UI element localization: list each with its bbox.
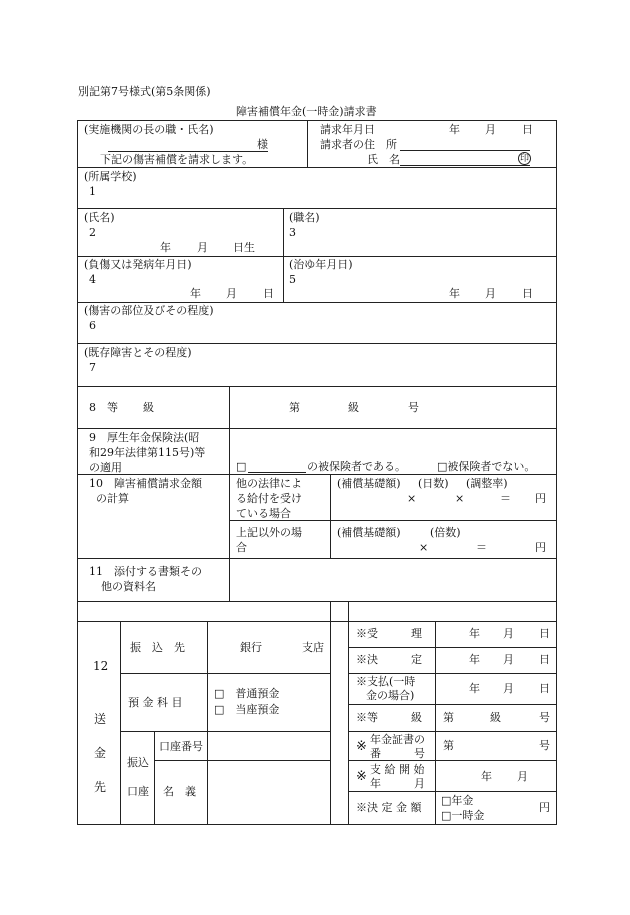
cert-mark: ※	[356, 739, 367, 754]
paid-label-1: ※支払(一時	[356, 675, 416, 688]
request-year: 年	[449, 123, 460, 136]
remit-side-3: 先	[94, 780, 107, 794]
injury-month: 月	[226, 287, 237, 300]
address-line[interactable]	[400, 150, 530, 151]
bank-label: 銀行	[240, 641, 262, 654]
case1-base: (補償基礎額)	[337, 477, 401, 490]
case1-l3: ている場合	[236, 507, 291, 520]
account-name-label: 名 義	[163, 785, 196, 798]
office-grade-dai: 第	[443, 711, 454, 724]
cure-month: 月	[485, 287, 496, 300]
existing-no: 7	[89, 361, 96, 374]
cure-date-label: (治ゆ年月日)	[289, 258, 353, 271]
amount-yen: 円	[539, 801, 550, 814]
furikomi-a: 振込	[127, 756, 149, 769]
school-label: (所属学校)	[84, 170, 137, 183]
injury-date-label: (負傷又は発病年月日)	[84, 258, 192, 271]
pension-label-1: 9 厚生年金保険法(昭	[89, 431, 200, 444]
calc-label-1: 10 障害補償請求金額	[89, 477, 202, 490]
case1-yen: 円	[535, 492, 546, 505]
attach-label-2: 他の資料名	[101, 580, 156, 593]
job-label: (職名)	[289, 211, 320, 224]
amount-lump-checkbox[interactable]: □一時金	[441, 809, 485, 822]
cert-label-1: 年金証書の	[370, 733, 425, 746]
paid-day: 日	[539, 682, 550, 695]
name-line[interactable]	[400, 165, 530, 166]
case2-yen: 円	[535, 541, 546, 554]
authority-label: (実施機関の長の職・氏名)	[84, 123, 214, 136]
authority-line	[108, 151, 268, 152]
grade-dai: 第	[289, 401, 300, 414]
amount-label: ※決 定 金 額	[356, 801, 422, 814]
start-label-1: 支 給 開 始	[370, 763, 425, 776]
request-month: 月	[485, 123, 496, 136]
grade-label-no: 8	[89, 401, 96, 414]
received-month: 月	[503, 627, 514, 640]
office-grade-label: ※等 級	[356, 711, 422, 724]
cert-go: 号	[539, 739, 550, 752]
start-mark: ※	[356, 769, 367, 784]
attach-label-1: 11 添付する書類その	[89, 565, 202, 578]
current-checkbox[interactable]: □ 当座預金	[214, 703, 280, 716]
grade-label-b: 級	[143, 401, 154, 414]
case1-rate: (調整率)	[466, 477, 508, 490]
insured-blank[interactable]	[248, 472, 306, 473]
request-date-label: 請求年月日	[320, 123, 375, 136]
case1-times-2: ×	[455, 492, 465, 505]
seal-icon: 印	[519, 154, 529, 164]
grade-go: 号	[408, 401, 419, 414]
start-month: 月	[517, 770, 528, 783]
part-label: (傷害の部位及びその程度)	[84, 304, 214, 317]
cert-label-2: 番 号	[370, 747, 425, 760]
office-grade-go: 号	[539, 711, 550, 724]
case1-eq: ＝	[500, 492, 511, 505]
payee-label: 振 込 先	[130, 641, 185, 654]
furikomi-b: 口座	[127, 785, 149, 798]
grade-label-a: 等	[107, 401, 118, 414]
case1-times-1: ×	[407, 492, 417, 505]
decided-month: 月	[503, 653, 514, 666]
sama-label: 様	[257, 138, 268, 151]
decided-year: 年	[469, 653, 480, 666]
ordinary-checkbox[interactable]: □ 普通預金	[214, 687, 280, 700]
case2-times: ×	[419, 541, 429, 554]
injury-no: 4	[89, 273, 96, 286]
birth-day: 日生	[233, 241, 255, 254]
branch-label: 支店	[302, 641, 324, 654]
case2-base: (補償基礎額)	[337, 526, 401, 539]
injury-day: 日	[263, 287, 274, 300]
remit-side-no: 12	[93, 659, 109, 673]
office-grade-kyu: 級	[490, 711, 501, 724]
insured-checkbox[interactable]: □	[236, 460, 247, 473]
received-year: 年	[469, 627, 480, 640]
remit-side-2: 金	[94, 746, 107, 760]
name-field-no: 2	[89, 226, 96, 239]
pension-label-3: の適用	[89, 461, 122, 474]
case2-mult: (倍数)	[430, 526, 461, 539]
paid-year: 年	[469, 682, 480, 695]
case1-days: (日数)	[418, 477, 449, 490]
paid-month: 月	[503, 682, 514, 695]
cure-year: 年	[449, 287, 460, 300]
seal-mark	[518, 152, 531, 165]
name-label: 氏 名	[367, 153, 400, 166]
injury-year: 年	[190, 287, 201, 300]
calc-label-2: の計算	[96, 492, 129, 505]
decided-day: 日	[539, 653, 550, 666]
pension-label-2: 和29年法律第115号)等	[89, 446, 206, 459]
start-label-2: 年 月	[370, 777, 425, 790]
request-day: 日	[522, 123, 533, 136]
received-day: 日	[539, 627, 550, 640]
birth-year: 年	[160, 241, 171, 254]
birth-month: 月	[197, 241, 208, 254]
job-no: 3	[289, 226, 296, 239]
case2-l1: 上記以外の場	[236, 526, 302, 539]
decided-label: ※決 定	[356, 653, 422, 666]
address-label: 請求者の住 所	[320, 138, 397, 151]
cure-no: 5	[289, 273, 296, 286]
request-text: 下記の傷害補償を請求します。	[100, 153, 254, 166]
name-field-label: (氏名)	[84, 211, 115, 224]
received-label: ※受 理	[356, 627, 422, 640]
insured-text: の被保険者である。	[307, 460, 406, 473]
account-no-label: 口座番号	[159, 740, 203, 753]
part-no: 6	[89, 319, 96, 332]
amount-pension-checkbox[interactable]: □年金	[441, 794, 474, 807]
cert-dai: 第	[443, 739, 454, 752]
remit-side-1: 送	[94, 712, 107, 726]
grade-kyu: 級	[348, 401, 359, 414]
school-no: 1	[89, 185, 96, 198]
case1-l1: 他の法律によ	[236, 477, 302, 490]
case1-l2: る給付を受け	[236, 492, 302, 505]
account-type-label: 預 金 科 目	[128, 696, 183, 709]
cure-day: 日	[522, 287, 533, 300]
case2-eq: ＝	[476, 541, 487, 554]
existing-label: (既存障害とその程度)	[84, 346, 192, 359]
form-title: 障害補償年金(一時金)請求書	[236, 105, 377, 118]
not-insured-checkbox[interactable]: □被保険者でない。	[437, 460, 536, 473]
paid-label-2: 金の場合)	[366, 689, 415, 702]
case2-l2: 合	[236, 541, 247, 554]
form-number: 別記第7号様式(第5条関係)	[78, 85, 211, 98]
start-year: 年	[481, 770, 492, 783]
